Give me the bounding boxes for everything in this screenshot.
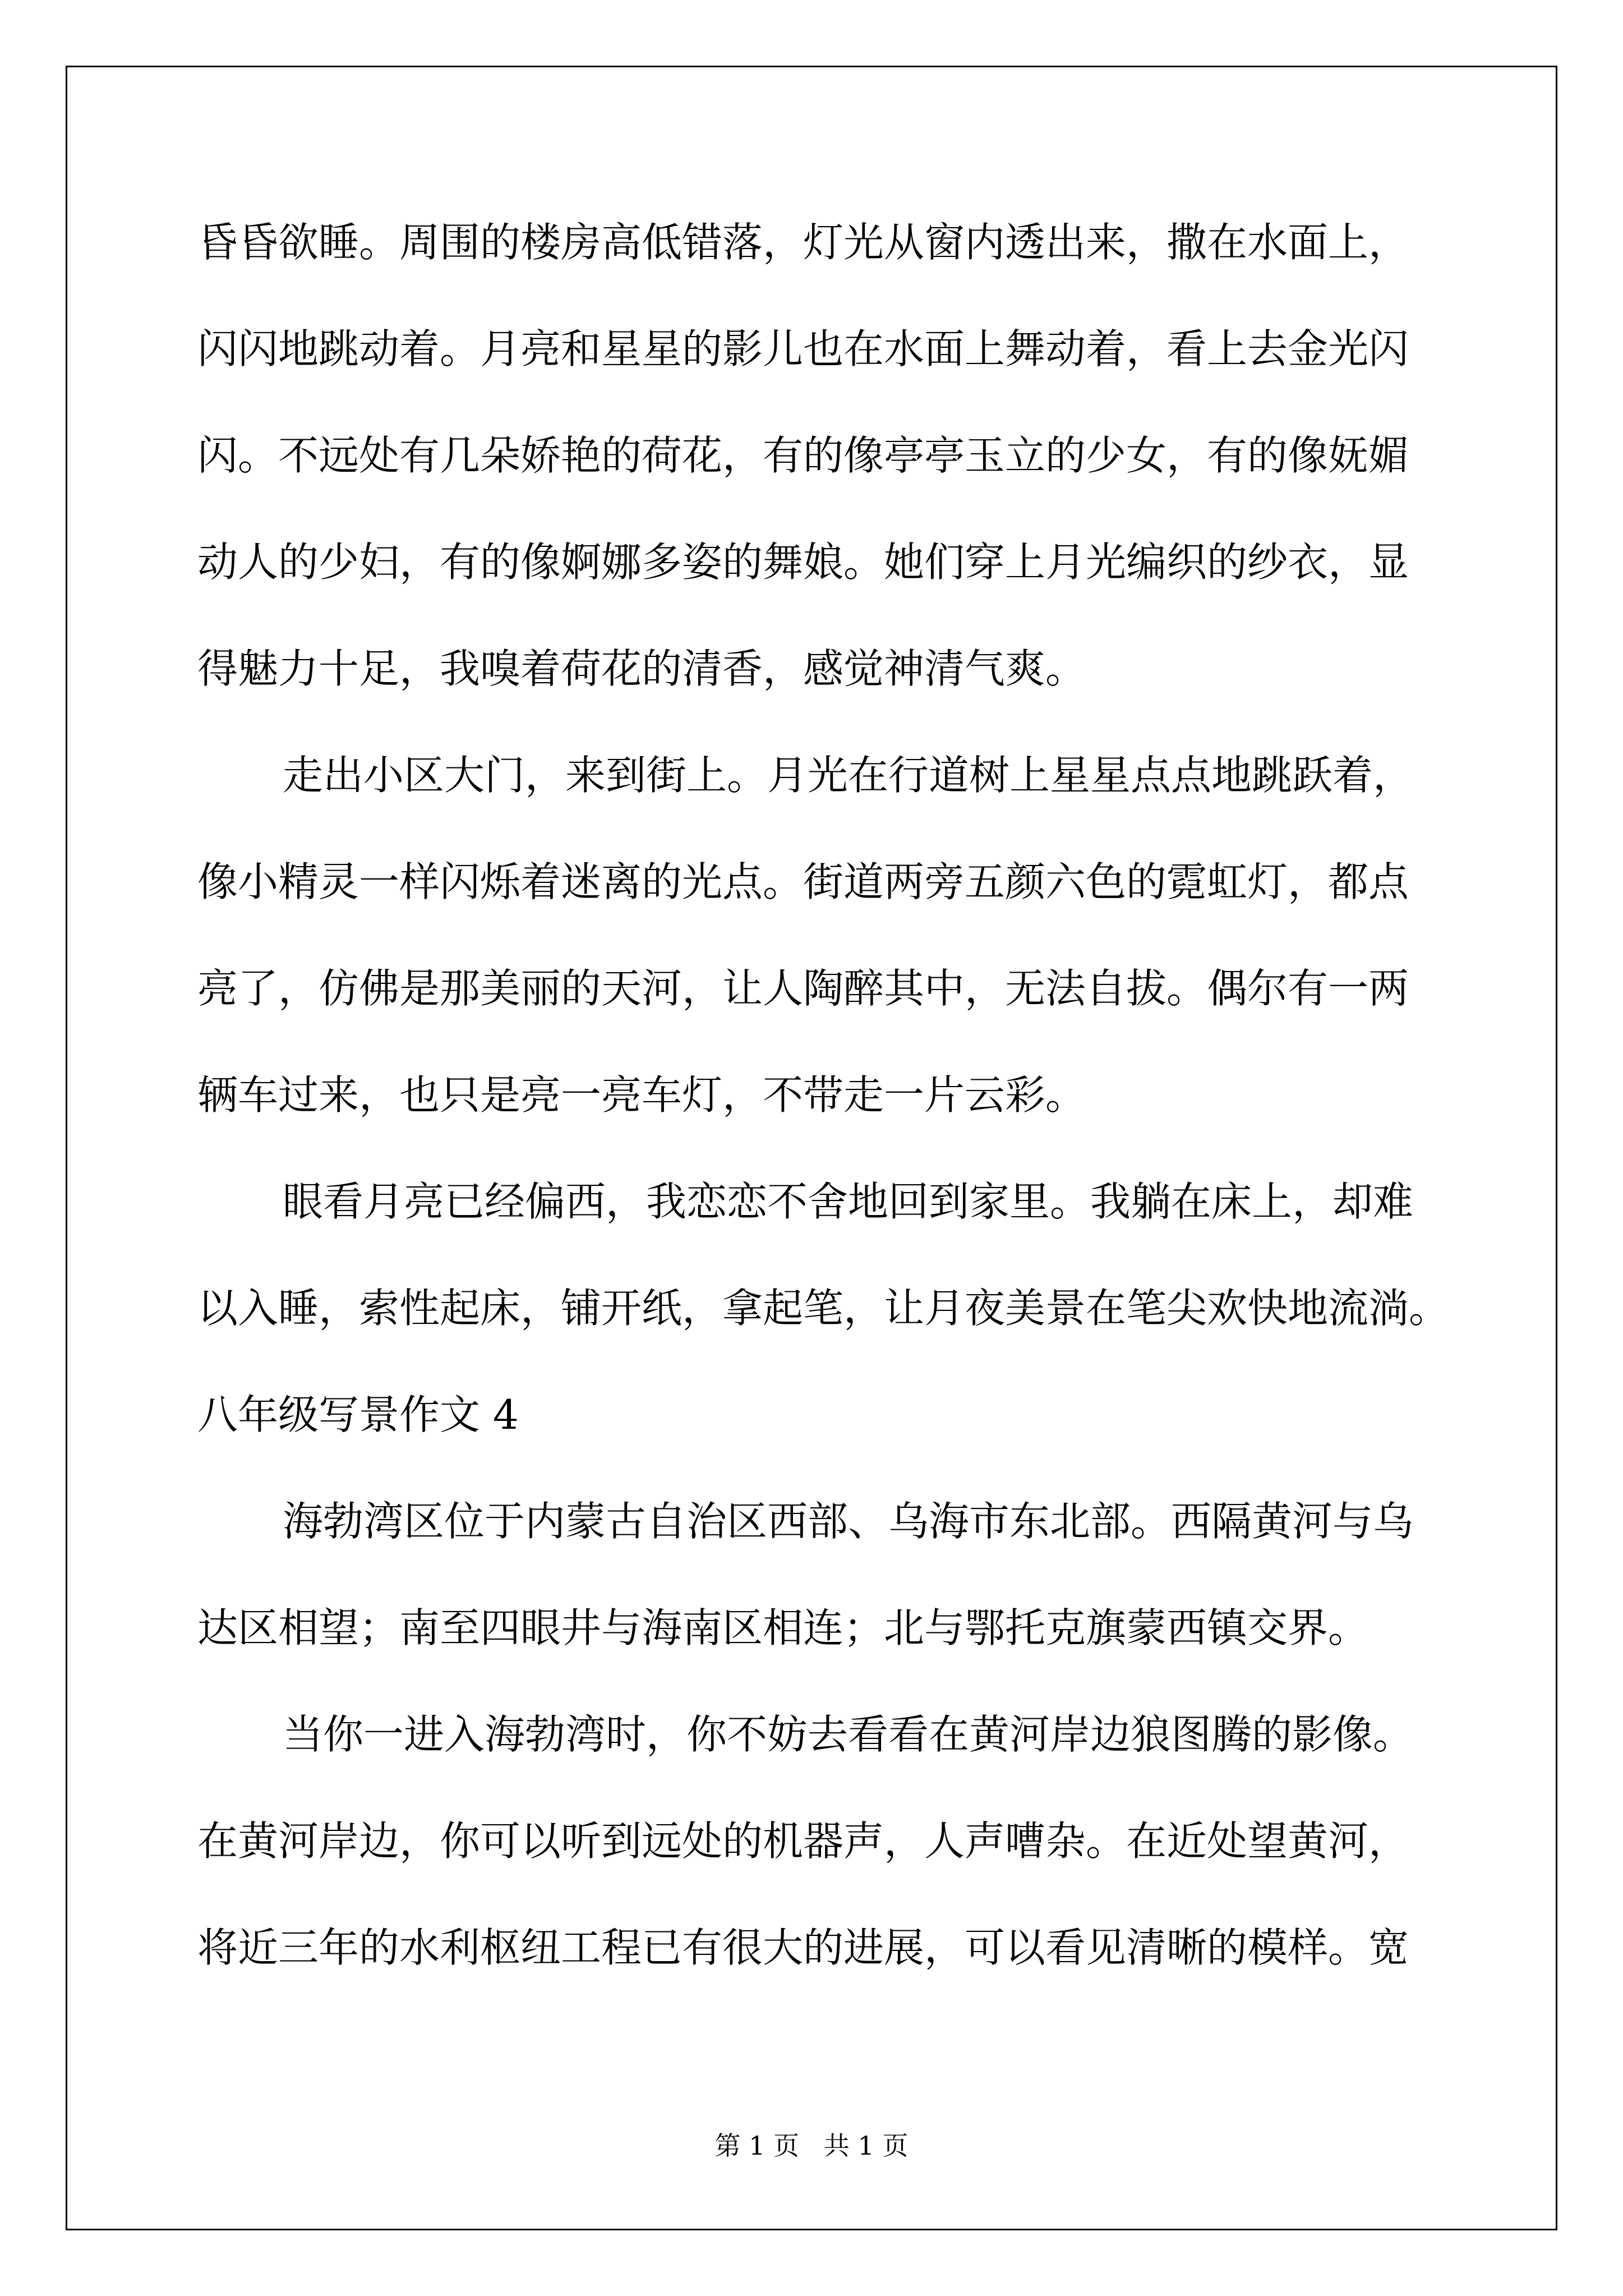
text-line: 闪闪地跳动着。月亮和星星的影儿也在水面上舞动着，看上去金光闪	[197, 325, 1409, 372]
text-line: 昏昏欲睡。周围的楼房高低错落，灯光从窗内透出来，撒在水面上，	[197, 219, 1409, 266]
text-line: 当你一进入海勃湾时，你不妨去看看在黄河岸边狼图腾的影像。	[283, 1711, 1414, 1758]
document-body	[197, 214, 1450, 2026]
text-line: 走出小区大门，来到街上。月光在行道树上星星点点地跳跃着，	[283, 752, 1414, 799]
text-line: 亮了，仿佛是那美丽的天河，让人陶醉其中，无法自拔。偶尔有一两	[197, 965, 1409, 1012]
text-line: 以入睡，索性起床，铺开纸，拿起笔，让月夜美景在笔尖欢快地流淌。	[197, 1285, 1450, 1332]
page-footer: 第 1 页 共 1 页	[714, 2131, 909, 2161]
text-line: 海勃湾区位于内蒙古自治区西部、乌海市东北部。西隔黄河与乌	[283, 1498, 1414, 1545]
section-heading: 八年级写景作文 4	[197, 1391, 519, 1438]
text-line: 眼看月亮已经偏西，我恋恋不舍地回到家里。我躺在床上，却难	[283, 1178, 1414, 1225]
text-line: 动人的少妇，有的像婀娜多姿的舞娘。她们穿上月光编织的纱衣，显	[197, 539, 1409, 586]
text-line: 达区相望；南至四眼井与海南区相连；北与鄂托克旗蒙西镇交界。	[197, 1604, 1369, 1651]
text-line: 将近三年的水利枢纽工程已有很大的进展，可以看见清晰的模样。宽	[197, 1924, 1409, 1971]
text-line: 在黄河岸边，你可以听到远处的机器声，人声嘈杂。在近处望黄河，	[197, 1818, 1409, 1865]
text-line: 像小精灵一样闪烁着迷离的光点。街道两旁五颜六色的霓虹灯，都点	[197, 858, 1409, 905]
text-line: 得魅力十足，我嗅着荷花的清香，感觉神清气爽。	[197, 645, 1086, 692]
text-line: 辆车过来，也只是亮一亮车灯，不带走一片云彩。	[197, 1071, 1086, 1119]
text-line: 闪。不远处有几朵娇艳的荷花，有的像亭亭玉立的少女，有的像妩媚	[197, 432, 1409, 479]
